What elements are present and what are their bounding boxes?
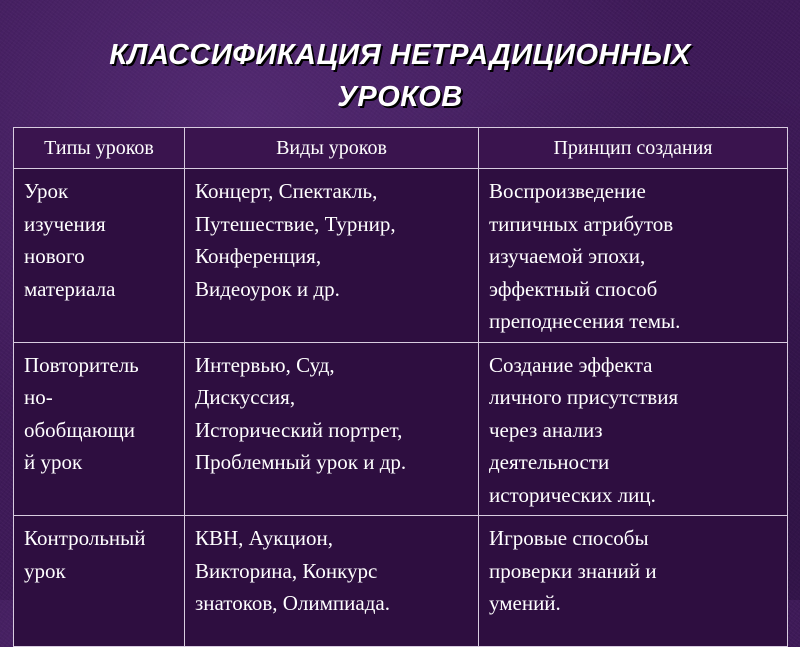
column-header-lesson-types: Типы уроков <box>14 128 185 169</box>
cell-text: Воспроизведение типичных атрибутов изучаемой эпохи, эффектный способ преподнесения темы. <box>489 179 681 333</box>
column-header-lesson-kinds: Виды уроков <box>185 128 479 169</box>
cell-text: Создание эффекта личного присутствия через анализ деятельности исторических лиц. <box>489 352 679 507</box>
cell-creation-principle <box>479 169 788 343</box>
cell-text: КВН, Аукцион, Викторина, Конкурс знатоков, Олимпиада. <box>195 526 390 615</box>
cell-lesson-type <box>14 342 185 516</box>
cell-lesson-kinds <box>185 516 479 647</box>
cell-text: Повторитель но- обобщающи й урок <box>24 352 139 474</box>
cell-lesson-type <box>14 516 185 647</box>
cell-text: Игровые способы проверки знаний и умений. <box>489 526 657 615</box>
cell-lesson-kinds <box>185 342 479 516</box>
cell-text: Контрольный урок <box>24 526 146 583</box>
cell-text: Концерт, Спектакль, Путешествие, Турнир, Конференция, Видеоурок и др. <box>195 179 396 301</box>
slide-title-line-2: УРОКОВ <box>337 81 463 113</box>
cell-lesson-type <box>14 169 185 343</box>
table-header-row <box>14 128 788 169</box>
cell-lesson-kinds <box>185 169 479 343</box>
cell-text: Интервью, Суд, Дискуссия, Исторический портрет, Проблемный урок и др. <box>195 352 407 474</box>
classification-table-container <box>13 127 787 647</box>
cell-text: Урок изучения нового материала <box>24 179 116 301</box>
table-row <box>14 516 788 647</box>
cell-creation-principle <box>479 342 788 516</box>
column-header-creation-principle: Принцип создания <box>479 128 788 169</box>
slide-title <box>20 34 780 118</box>
cell-creation-principle <box>479 516 788 647</box>
classification-table <box>13 127 788 647</box>
table-row <box>14 169 788 343</box>
table-row <box>14 342 788 516</box>
slide-title-line-1: КЛАССИФИКАЦИЯ НЕТРАДИЦИОННЫХ <box>109 39 691 71</box>
